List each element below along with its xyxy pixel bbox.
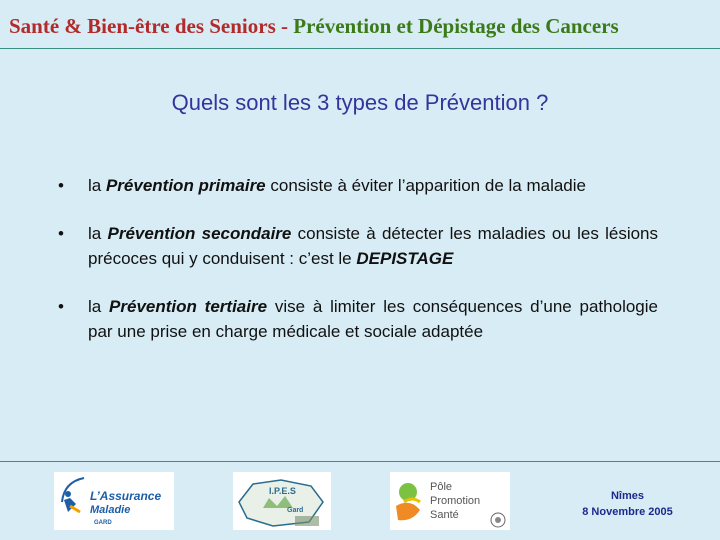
bullet-term: Prévention primaire bbox=[105, 176, 266, 195]
bullet-text: consiste à éviter l’apparition de la maladie bbox=[265, 176, 586, 195]
slide-title: Quels sont les 3 types de Prévention ? bbox=[171, 90, 549, 115]
bullet-dot: • bbox=[58, 224, 64, 243]
footer-date: 8 Novembre 2005 bbox=[582, 506, 673, 518]
ipes-gard-logo bbox=[233, 472, 331, 530]
svg-text:Gard: Gard bbox=[287, 507, 304, 514]
bullet-text: vise à limiter les conséquences d’une pathologie par une prise en charge médicale et sociale adaptée bbox=[88, 297, 658, 341]
footer-date-place bbox=[560, 488, 695, 520]
pole-promotion-sante-logo bbox=[390, 472, 510, 530]
svg-text:Promotion: Promotion bbox=[430, 495, 481, 507]
bullet-dot: • bbox=[58, 297, 64, 316]
svg-text:GARD: GARD bbox=[94, 520, 112, 526]
bullet-item-secondaire bbox=[58, 221, 658, 271]
bullet-term: Prévention secondaire bbox=[107, 224, 292, 243]
bullet-text: consiste à détecter les maladies ou les lésions précoces qui y conduisent : c’est le bbox=[88, 224, 659, 268]
svg-text:Pôle: Pôle bbox=[430, 481, 453, 493]
bullet-dot: • bbox=[58, 176, 64, 195]
svg-text:L’Assurance: L’Assurance bbox=[90, 489, 162, 503]
svg-text:I.P.E.S: I.P.E.S bbox=[269, 486, 296, 496]
header-cancers: Prévention et Dépistage des Cancers bbox=[293, 14, 619, 38]
bullet-pre: la bbox=[88, 297, 110, 316]
assurance-maladie-logo bbox=[54, 472, 174, 530]
header bbox=[0, 0, 720, 48]
bullet-list bbox=[58, 173, 658, 367]
bullet-pre: la bbox=[88, 176, 106, 195]
bullet-term: Prévention tertiaire bbox=[109, 297, 268, 316]
header-title bbox=[9, 14, 619, 39]
svg-text:Santé: Santé bbox=[430, 509, 459, 521]
header-seniors: Santé & Bien-être des Seniors bbox=[9, 14, 276, 38]
bullet-item-primaire bbox=[58, 173, 658, 198]
header-rule bbox=[0, 48, 720, 49]
header-separator: - bbox=[275, 14, 294, 38]
footer-rule bbox=[0, 461, 720, 462]
bullet-pre: la bbox=[88, 224, 108, 243]
bullet-emphasis: DEPISTAGE bbox=[356, 249, 454, 268]
bullet-item-tertiaire bbox=[58, 294, 658, 344]
footer-city: Nîmes bbox=[610, 490, 645, 502]
svg-text:Maladie: Maladie bbox=[90, 504, 131, 516]
